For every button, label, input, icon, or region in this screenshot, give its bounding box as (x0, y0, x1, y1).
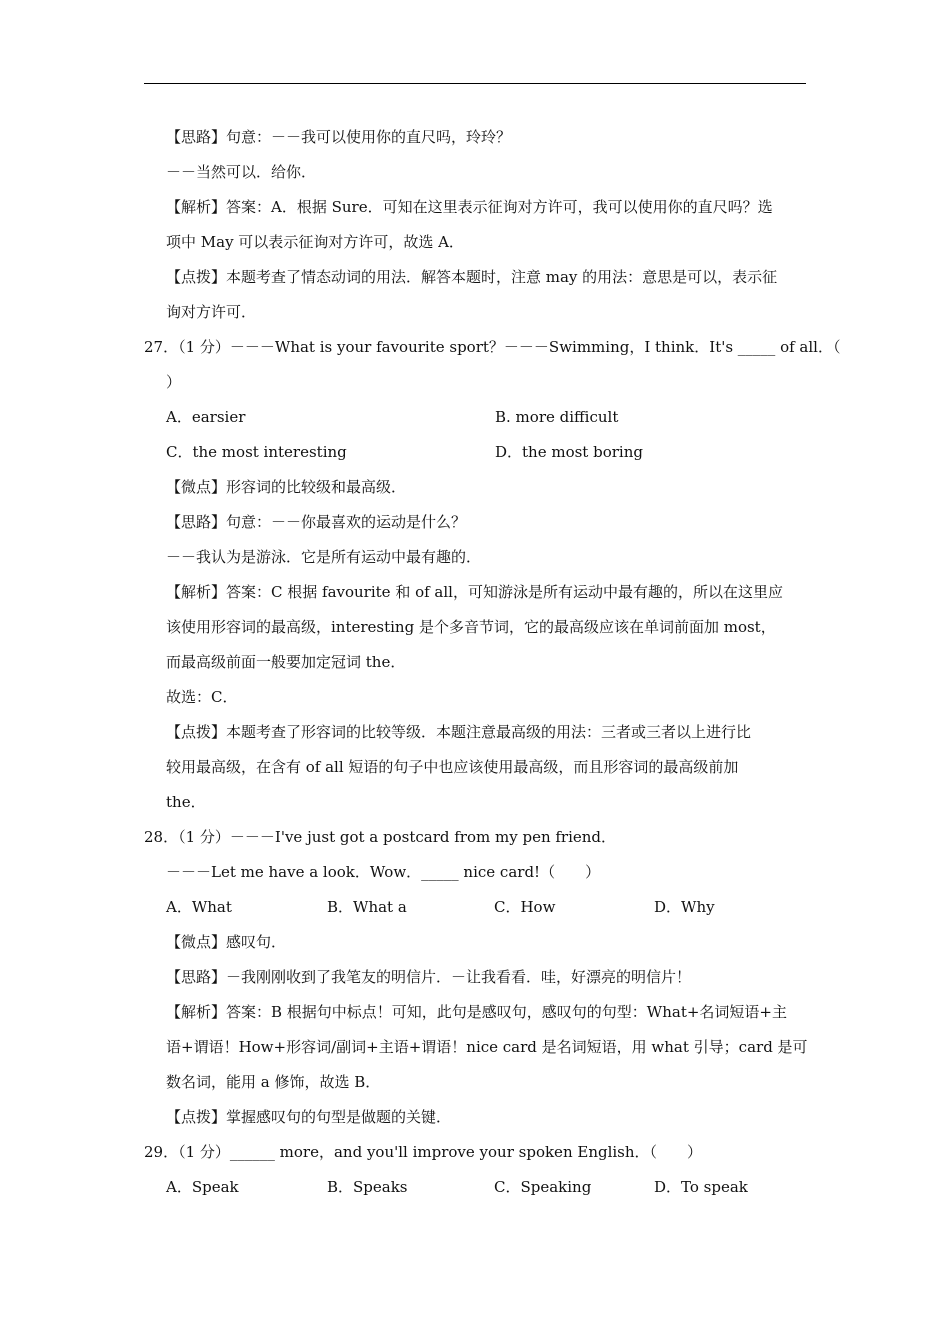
q28-option-a: A．What (166, 898, 232, 916)
q27-dianbo-line1: 【点拨】本题考查了形容词的比较等级．本题注意最高级的用法：三者或三者以上进行比 (166, 723, 752, 741)
q27-stem-line2: ） (166, 373, 182, 391)
q29-stem: 29．（1 分）______ more，and you'll improve your spoken English．（ ） (144, 1143, 703, 1161)
q27-stem-line1: 27．（1 分）－－－What is your favourite sport？－－－Swimming，I think．It's _____ of all．（ (144, 338, 841, 356)
q27-jiexi-line1: 【解析】答案：C 根据 favourite 和 of all，可知游泳是所有运动中最有趣的，所以在这里应 (166, 583, 783, 601)
q27-guxuan: 故选：C． (166, 688, 238, 706)
q27-weidian: 【微点】形容词的比较级和最高级． (166, 478, 407, 496)
q29-options-row (144, 1170, 806, 1205)
q26-jiexi-line2: 项中 May 可以表示征询对方许可，故选 A． (166, 233, 464, 251)
q27-option-d: D．the most boring (495, 443, 643, 461)
q27-dianbo-line3: the． (166, 793, 206, 811)
q28-stem-line2: －－－Let me have a look．Wow．_____ nice card!（ ） (166, 863, 601, 881)
q28-stem-line1: 28．（1 分）－－－I've just got a postcard from my pen friend． (144, 828, 617, 846)
q29-option-b: B．Speaks (327, 1178, 408, 1196)
q28-option-c: C．How (494, 898, 556, 916)
q29-option-a: A．Speak (166, 1178, 239, 1196)
q28-jiexi-line3: 数名词，能用 a 修饰，故选 B． (166, 1073, 381, 1091)
q27-jiexi-line3: 而最高级前面一般要加定冠词 the． (166, 653, 406, 671)
q26-dianbo-line1: 【点拨】本题考查了情态动词的用法．解答本题时，注意 may 的用法：意思是可以，表示征 (166, 268, 778, 286)
q28-jiexi-line1: 【解析】答案：B 根据句中标点！可知，此句是感叹句，感叹句的句型：What+名词短语+主 (166, 1003, 787, 1021)
q26-silu-line2: －－当然可以．给你． (166, 163, 317, 181)
q27-options-row2 (144, 435, 806, 470)
q28-options-row (144, 890, 806, 925)
q27-jiexi-line2: 该使用形容词的最高级，interesting 是个多音节词，它的最高级应该在单词前面加 most， (166, 618, 776, 636)
q27-dianbo-line2: 较用最高级，在含有 of all 短语的句子中也应该使用最高级，而且形容词的最高级前加 (166, 758, 739, 776)
q28-option-b: B．What a (327, 898, 407, 916)
q27-option-c: C．the most interesting (166, 443, 347, 461)
q27-options-row1 (144, 400, 806, 435)
q28-dianbo: 【点拨】掌握感叹句的句型是做题的关键． (166, 1108, 452, 1126)
q29-option-d: D．To speak (654, 1178, 748, 1196)
q26-jiexi-line1: 【解析】答案：A．根据 Sure．可知在这里表示征询对方许可，我可以使用你的直尺吗？选 (166, 198, 773, 216)
q27-option-b: B. more difficult (495, 408, 619, 426)
document-body (144, 120, 841, 1205)
q28-silu: 【思路】－我刚刚收到了我笔友的明信片．－让我看看．哇，好漂亮的明信片！ (166, 968, 692, 986)
q28-option-d: D．Why (654, 898, 715, 916)
q27-silu-line2: －－我认为是游泳．它是所有运动中最有趣的． (166, 548, 482, 566)
q29-option-c: C．Speaking (494, 1178, 592, 1196)
q27-option-a: A．earsier (166, 408, 246, 426)
header-rule (144, 83, 806, 84)
q28-weidian: 【微点】感叹句． (166, 933, 287, 951)
q26-dianbo-line2: 询对方许可． (166, 303, 257, 321)
q26-silu-line1: 【思路】句意：－－我可以使用你的直尺吗，玲玲？ (166, 128, 512, 146)
q28-jiexi-line2: 语+谓语！How+形容词/副词+主语+谓语！nice card 是名词短语，用 what 引导；card 是可 (166, 1038, 808, 1056)
q27-silu-line1: 【思路】句意：－－你最喜欢的运动是什么？ (166, 513, 467, 531)
